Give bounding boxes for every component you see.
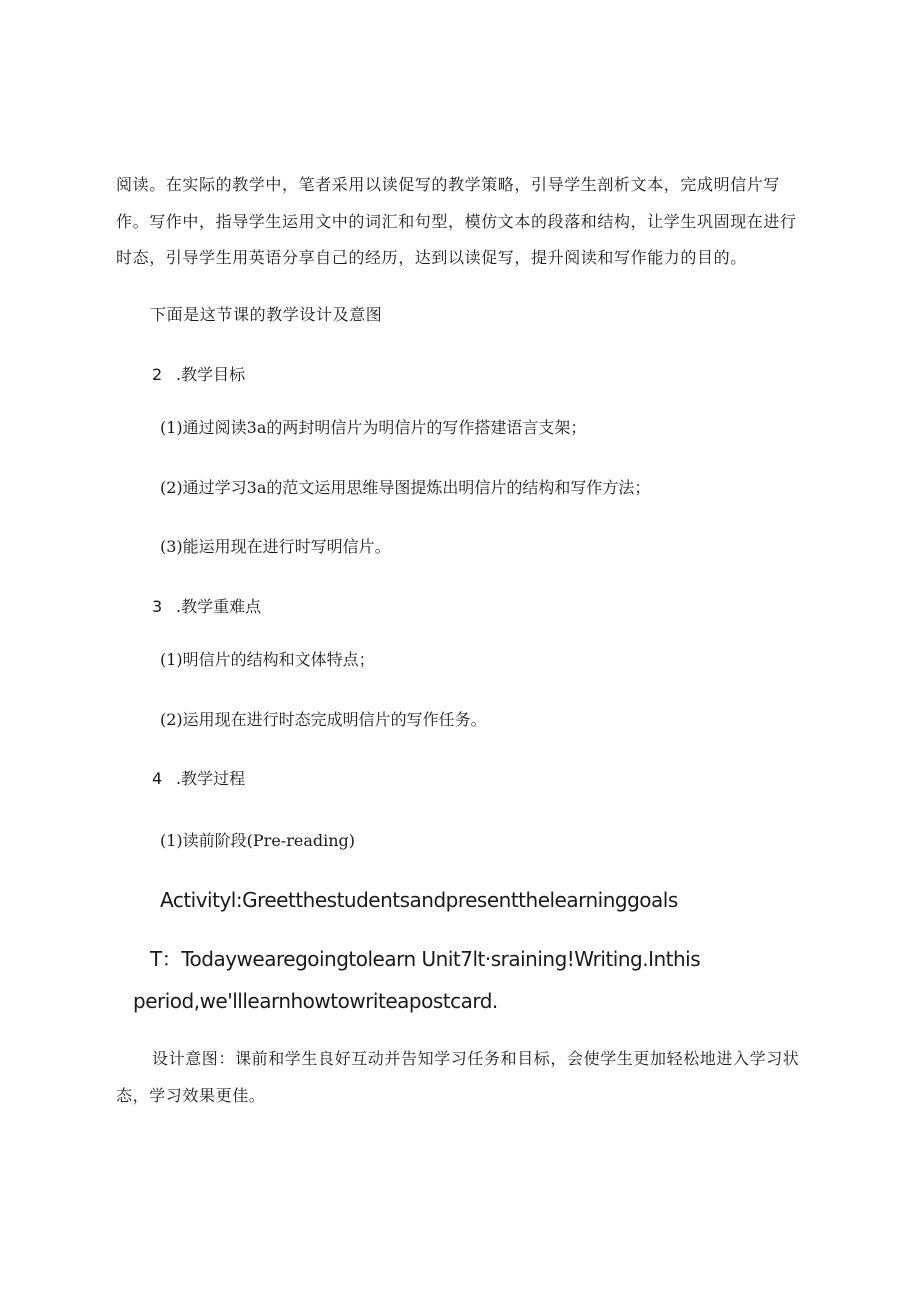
section-heading-goals xyxy=(152,362,245,385)
key-point-item-1: (1)明信片的结构和文体特点； xyxy=(160,650,375,669)
intro-paragraph-line-3: 时态，引导学生用英语分享自己的经历，达到以读促写，提升阅读和写作能力的目的。 xyxy=(116,248,747,267)
teacher-line-1: T：Todaywearegoingtolearn Unit7lt·sraining!Writing.Inthis xyxy=(150,947,701,971)
section-title: .教学目标 xyxy=(176,365,246,384)
section-number: 3 xyxy=(152,597,163,616)
key-point-item-2: (2)运用现在进行时态完成明信片的写作任务。 xyxy=(160,710,487,729)
intro-paragraph-line-2: 作。写作中，指导学生运用文中的词汇和句型，模仿文本的段落和结构，让学生巩固现在进行 xyxy=(116,212,797,231)
section-heading-key-points xyxy=(152,594,261,617)
goal-item-3: (3)能运用现在进行时写明信片。 xyxy=(160,537,391,556)
design-intro-text: 下面是这节课的教学设计及意图 xyxy=(150,305,383,324)
section-number: 2 xyxy=(152,365,163,384)
teacher-line-2: period,we'lllearnhowtowriteapostcard. xyxy=(133,989,498,1013)
design-intent-line-1: 设计意图：课前和学生良好互动并告知学习任务和目标，会使学生更加轻松地进入学习状 xyxy=(152,1049,800,1068)
section-heading-process xyxy=(152,766,245,789)
goal-item-1: (1)通过阅读3a的两封明信片为明信片的写作搭建语言支架； xyxy=(160,418,587,437)
activity-title: Activityl:Greetthestudentsandpresentthelearninggoals xyxy=(160,888,678,912)
goal-item-2: (2)通过学习3a的范文运用思维导图提炼出明信片的结构和写作方法； xyxy=(160,478,651,497)
section-number: 4 xyxy=(152,769,163,788)
section-title: .教学重难点 xyxy=(176,597,262,616)
section-title: .教学过程 xyxy=(176,769,246,788)
process-item-1: (1)读前阶段(Pre-reading) xyxy=(160,831,356,850)
design-intent-line-2: 态，学习效果更佳。 xyxy=(116,1086,266,1105)
intro-paragraph-line-1: 阅读。在实际的教学中，笔者采用以读促写的教学策略，引导学生剖析文本，完成明信片写 xyxy=(116,175,781,194)
